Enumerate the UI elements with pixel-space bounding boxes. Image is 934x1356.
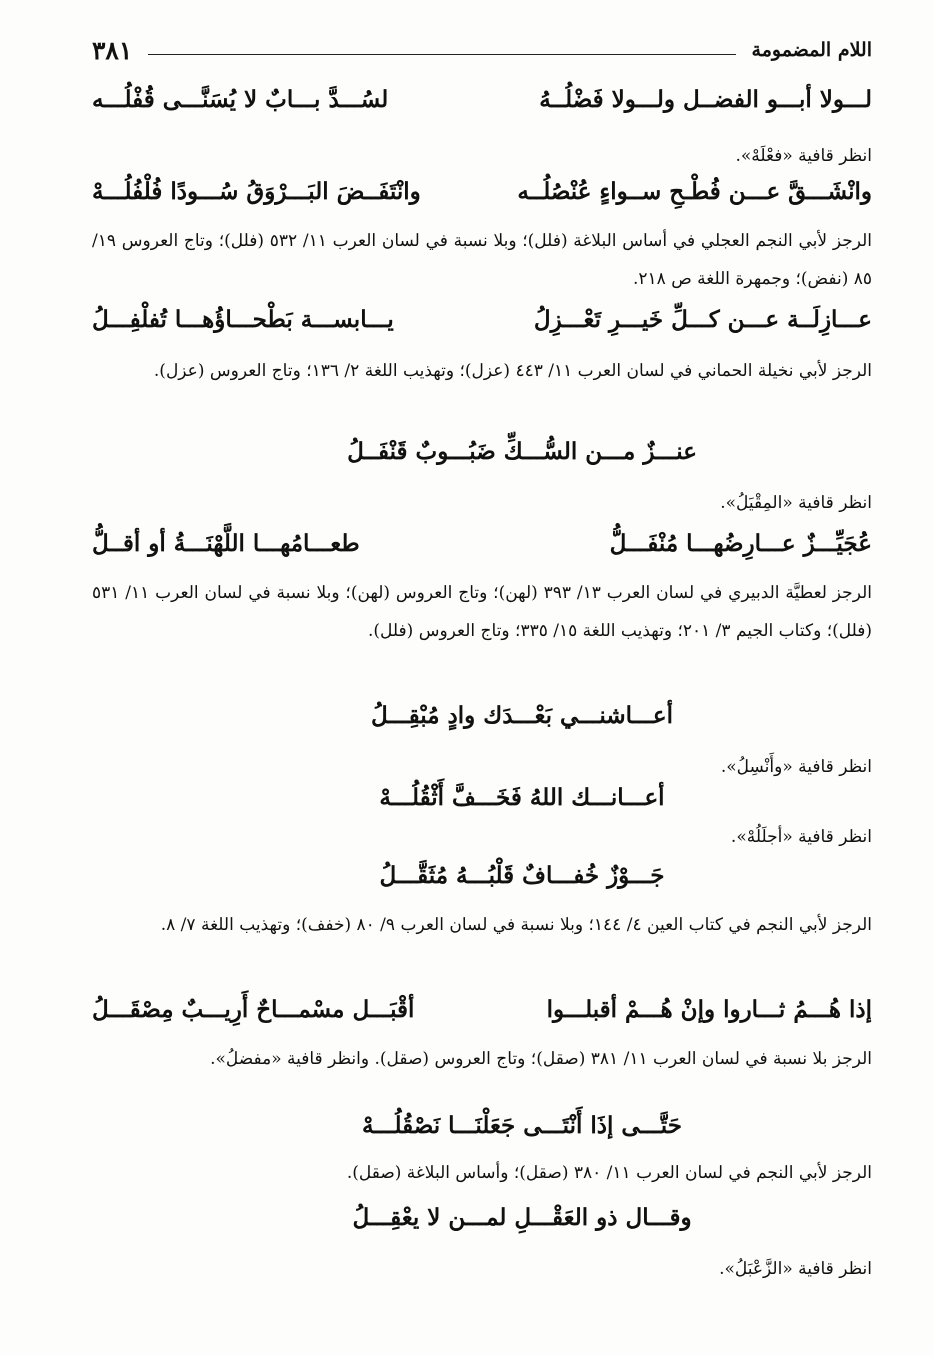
verse-single <box>92 1112 872 1139</box>
verse-text: وقـــال ذو العَقْـــلِ لمـــن لا يعْقِـــلُ <box>352 1204 692 1231</box>
rhyme-reference: انظر قافية «أجلَلُهْ». <box>730 827 872 847</box>
verse-couplet <box>92 996 872 1023</box>
running-header <box>92 30 872 70</box>
rhyme-reference: انظر قافية «الزَّعْبَلُ». <box>719 1259 872 1279</box>
verse-single <box>92 784 872 811</box>
verse-single <box>92 1204 872 1231</box>
verse-text: أعـــانـــك اللهُ فَخَـــفَّ أَثْقُلُـــهْ <box>379 784 665 811</box>
verse-right-hemistich: إذا هُـــمُ ثـــاروا وإنْ هُـــمْ أقبلـــوا <box>546 996 872 1023</box>
source-note: الرجز لأبي نخيلة الحماني في لسان العرب ١١/ ٤٤٣ (عزل)؛ وتهذيب اللغة ٢/ ١٣٦؛ وتاج العروس (عزل). <box>153 361 872 381</box>
chapter-title: اللام المضمومة <box>751 39 872 61</box>
verse-couplet <box>92 86 872 113</box>
verse-left-hemistich: يـــابســـة بَطْحـــاؤُهـــا تُفلْفِـــلُ <box>92 306 394 333</box>
rhyme-reference: انظر قافية «المِقْيَلُ». <box>720 493 872 513</box>
rhyme-reference: انظر قافية «فعْلَهْ». <box>735 146 872 166</box>
verse-right-hemistich: لـــولا أبـــو الفضــل ولـــولا فَضْلُــهُ <box>539 86 872 113</box>
verse-right-hemistich: عُجَيِّـــزٌ عـــارِضُهـــا مُنْفَـــلُّ <box>609 530 872 557</box>
page-number: ٣٨١ <box>92 35 133 65</box>
source-note: الرجز لأبي النجم في لسان العرب ١١/ ٣٨٠ (صقل)؛ وأساس البلاغة (صقل). <box>346 1163 872 1183</box>
verse-single <box>92 438 872 465</box>
verse-text: عنـــزٌ مـــن السُّـــكِّ ضَبُـــوبٌ قَنْفَــلُ <box>347 438 697 465</box>
source-note: الرجز لعطيَّة الدبيري في لسان العرب ١٣/ ٣٩٣ (لهن)؛ وتاج العروس (لهن)؛ وبلا نسبة في لسان العرب ١١/ ٥٣١ (فلل)؛ وكتاب الجيم ٣/ ٢٠١؛ وتهذيب اللغة ١٥/ ٣٣٥؛ وتاج العروس (فلل). <box>92 583 872 641</box>
verse-couplet <box>92 306 872 333</box>
verse-left-hemistich: طعـــامُهـــا اللَّهْنَـــةُ أو أقــلُّ <box>92 530 360 557</box>
verse-single <box>92 702 872 729</box>
verse-couplet <box>92 530 872 557</box>
source-note: الرجز لأبي النجم في كتاب العين ٤/ ١٤٤؛ وبلا نسبة في لسان العرب ٩/ ٨٠ (خفف)؛ وتهذيب اللغة ٧/ ٨. <box>160 915 872 935</box>
verse-couplet <box>92 178 872 205</box>
verse-single <box>92 862 872 889</box>
rhyme-reference: انظر قافية «وأَنْسِلُ». <box>720 757 872 777</box>
source-note: الرجز لأبي النجم العجلي في أساس البلاغة (فلل)؛ وبلا نسبة في لسان العرب ١١/ ٥٣٢ (فلل)؛ وتاج العروس ١٩/ ٨٥ (نفض)؛ وجمهرة اللغة ص ٢١٨. <box>92 231 873 289</box>
verse-left-hemistich: لسُـــدَّ بـــابٌ لا يُسَنَّـــى قُفْلُـــه <box>92 86 389 113</box>
verse-right-hemistich: عـــازِلَــة عـــن كـــلِّ خَيـــرِ تَعْـــزِلُ <box>533 306 872 333</box>
verse-text: حَتَّـــى إذَا أَنْتَـــى جَعَلْنَـــا نَصْقُلُـــهْ <box>362 1112 682 1139</box>
source-note: الرجز بلا نسبة في لسان العرب ١١/ ٣٨١ (صقل)؛ وتاج العروس (صقل). وانظر قافية «مفضلُ». <box>210 1049 872 1069</box>
verse-left-hemistich: أقْبَـــل مسْمـــاحٌ أَرِيـــبٌ مِصْقَـــلُ <box>92 996 415 1023</box>
verse-text: جَـــوْزٌ خُفـــافٌ قَلْبُـــهُ مُثَقَّـــلُ <box>379 862 665 889</box>
header-rule <box>148 54 735 55</box>
verse-text: أعـــاشنـــي بَعْـــدَك وادٍ مُبْقِـــلُ <box>371 702 673 729</box>
verse-left-hemistich: وانْتَفَــضَ البَـــرْوَقُ سُـــودًا فُلْفُلُـــهْ <box>92 178 421 205</box>
verse-right-hemistich: وانْشَـــقَّ عـــن فُطْـحِ ســواءٍ عُنْصُلُــه <box>517 178 872 205</box>
